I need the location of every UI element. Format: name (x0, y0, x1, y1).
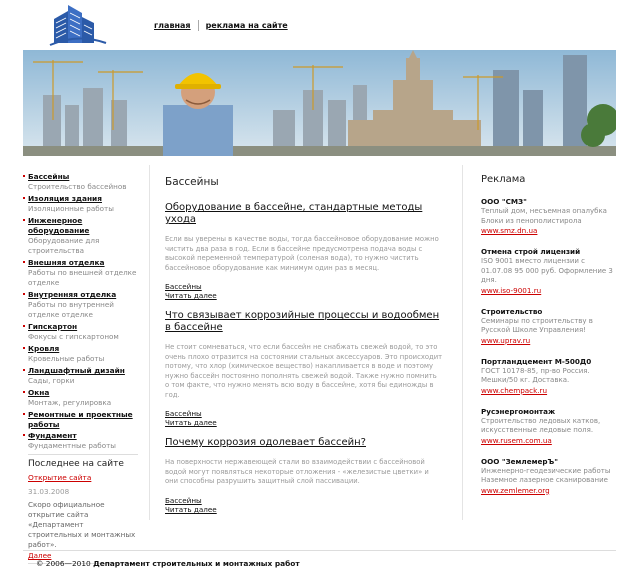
category-description: Фокусы с гипскартоном (28, 332, 119, 341)
ad-text: Семинары по строительству в Русской Школе Управления! (481, 316, 593, 334)
category-description: Фундаментные работы (28, 441, 116, 450)
article-title-link[interactable]: Почему коррозия одолевает бассейн? (165, 437, 366, 448)
page-title: Бассейны (165, 176, 219, 188)
right-sidebar-ads (481, 174, 616, 507)
article-text: Если вы уверены в качестве воды, тогда бассейновое оборудование можно чистить два раза в год. Если в бассейне предусмотрена подача воды с высокой переменной температурой (соленая вода), то нужно чистить бассейновое оборудование как минимум один раз в месяц. (165, 235, 439, 272)
category-item (28, 290, 138, 320)
article-text: Не стоит сомневаться, что если бассейн не снабжать свежей водой, то это очень плохо отразится на состоянии стальных аксессуаров. Это происходит потому, что хлор (химическое вещество) накапливается в воде и поэтому нужно бассейн постоянно пополнять свежей водой. Также нужно помнить о том факте, что нужно менять всю воду в бассейне, хотя бы единожды в год. (165, 343, 443, 399)
ad-text: ГОСТ 10178-85, пр-во Россия. Мешки/50 кг. Доставка. (481, 366, 590, 384)
latest-news-heading: Последнее на сайте (28, 459, 124, 469)
category-link-engineering[interactable]: Инженерное оборудование (28, 216, 138, 236)
ad-link[interactable]: www.zemlemer.org (481, 485, 550, 495)
category-link-landscape[interactable]: Ландшафтный дизайн (28, 366, 138, 376)
category-description: Изоляционные работы (28, 204, 114, 213)
category-item (28, 410, 138, 430)
ad-link[interactable]: www.iso-9001.ru (481, 285, 542, 295)
ad-item (481, 457, 616, 496)
article-category-link[interactable]: Бассейны (165, 282, 202, 291)
category-item (28, 258, 138, 288)
news-item-link[interactable]: Открытие сайта (28, 473, 92, 482)
article-links (165, 496, 443, 514)
ad-link[interactable]: www.chempack.ru (481, 385, 548, 395)
ad-text: ISO 9001 вместо лицензии с 01.07.08 95 000 руб. Оформление 3 дня. (481, 257, 613, 284)
category-description: Сады, горки (28, 376, 75, 385)
category-link-roofing[interactable]: Кровля (28, 344, 138, 354)
article (165, 202, 443, 300)
footer (36, 559, 300, 568)
category-item (28, 194, 138, 214)
header-banner-image (23, 50, 616, 156)
nav-separator (198, 20, 199, 31)
category-description: Работы по внешней отделке отделке (28, 268, 137, 287)
article-links (165, 282, 443, 300)
ad-item (481, 307, 616, 346)
article-title-link[interactable]: Оборудование в бассейне, стандартные методы ухода (165, 202, 423, 225)
article-category-link[interactable]: Бассейны (165, 495, 202, 505)
article-category-link[interactable]: Бассейны (165, 409, 202, 418)
article (165, 437, 443, 514)
ad-text: Инженерно-геодезические работы Наземное лазерное сканирование (481, 466, 611, 484)
main-content (165, 176, 443, 524)
ad-item (481, 357, 616, 396)
ad-link[interactable]: www.uprav.ru (481, 335, 531, 345)
category-link-exterior[interactable]: Внешняя отделка (28, 258, 138, 268)
footer-organization: Департамент строительных и монтажных работ (93, 559, 300, 568)
category-description: Оборудование для строительства (28, 236, 100, 255)
banner-cityscape-illustration (23, 50, 616, 156)
ad-name: Строительство (481, 306, 543, 316)
category-link-pools[interactable]: Бассейны (28, 172, 138, 182)
ad-name: Русэнергомонтаж (481, 406, 556, 416)
nav-home-link[interactable]: главная (154, 21, 191, 30)
article (165, 310, 443, 427)
footer-copyright: © 2006—2010 (36, 559, 91, 568)
footer-divider (23, 550, 616, 551)
news-text: Скоро официальное открытие сайта «Департамент строительных и монтажных работ». (28, 500, 136, 549)
category-item (28, 388, 138, 408)
category-link-insulation[interactable]: Изоляция здания (28, 194, 138, 204)
logo-building-icon (48, 3, 108, 47)
category-description: Работы по внутренней отделке отделке (28, 300, 114, 319)
category-link-interior[interactable]: Внутренняя отделка (28, 290, 138, 300)
article-text: На поверхности нержавеющей стали во взаимодействии с бассейновой водой могут появляться некоторые отложения - «железистые цветки» и они способны разрушить защитный слой пассивации. (165, 458, 429, 485)
article-links (165, 409, 443, 427)
category-item (28, 431, 138, 451)
ad-name: Отмена строй лицензий (481, 247, 581, 256)
ad-name: ООО "СМЗ" (481, 197, 527, 206)
article-read-more-link[interactable]: Читать далее (165, 418, 217, 427)
category-description: Монтаж, регулировка (28, 398, 112, 407)
header (0, 0, 640, 50)
category-item (28, 172, 138, 192)
category-item (28, 322, 138, 342)
article-read-more-link[interactable]: Читать далее (165, 504, 217, 514)
ad-text: Теплый дом, несъемная опалубка Блоки из пенополистирола (481, 207, 607, 225)
category-link-drywall[interactable]: Гипскартон (28, 322, 138, 332)
column-divider-left (149, 165, 150, 520)
ad-item (481, 197, 616, 236)
ad-name: ООО "ЗемлемерЪ" (481, 456, 558, 466)
category-link-windows[interactable]: Окна (28, 388, 138, 398)
category-description: Строительство бассейнов (28, 182, 127, 191)
ad-item (481, 407, 616, 446)
category-item (28, 216, 138, 256)
ads-heading: Реклама (481, 174, 526, 185)
nav-ads-link[interactable]: реклама на сайте (205, 21, 288, 30)
ad-link[interactable]: www.rusem.com.ua (481, 435, 552, 445)
left-sidebar (28, 172, 138, 567)
category-item (28, 366, 138, 386)
article-title-link[interactable]: Что связывает коррозийные процессы и водообмен в бассейне (165, 310, 440, 333)
ad-name: Портландцемент М-500Д0 (481, 356, 592, 366)
ad-link[interactable]: www.smz.dn.ua (481, 226, 538, 235)
category-description: Кровельные работы (28, 354, 105, 363)
divider (28, 454, 138, 455)
news-more-link[interactable]: Далее (28, 551, 52, 560)
category-link-foundation[interactable]: Фундамент (28, 431, 138, 441)
column-divider-right (462, 165, 463, 520)
ad-item (481, 247, 616, 296)
category-link-repair[interactable]: Ремонтные и проектные работы (28, 410, 138, 430)
ad-text: Строительство ледовых катков, искусственные ледовые поля. (481, 416, 601, 434)
article-read-more-link[interactable]: Читать далее (165, 291, 217, 300)
category-item (28, 344, 138, 364)
news-date: 31.03.2008 (28, 487, 70, 496)
top-navigation (154, 20, 288, 31)
